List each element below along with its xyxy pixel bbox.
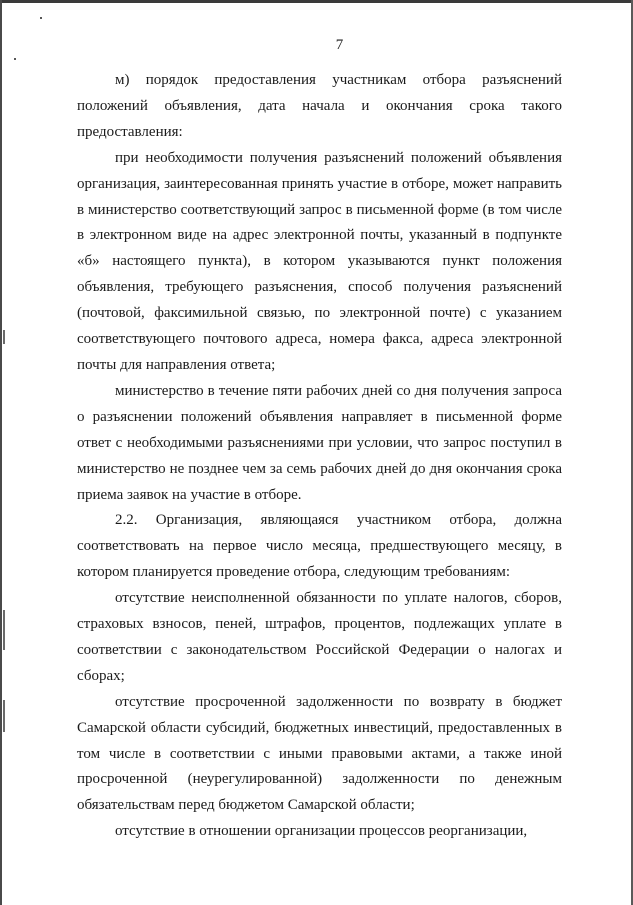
- scan-margin-mark: [3, 610, 5, 650]
- paragraph-no-reorganization: отсутствие в отношении организации процессов реорганизации,: [115, 823, 528, 840]
- document-body: [77, 68, 562, 845]
- page-number: 7: [335, 37, 344, 53]
- scan-border-top: [0, 0, 633, 3]
- paragraph-ministry-response: министерство в течение пяти рабочих дней со дня получения запроса о разъяснении положений объявления направляет в письменной форме ответ с необходимыми разъяснениями при условии, что запрос поступил в министерство не позднее чем за семь рабочих дней до дня окончания срока приема заявок на участие в отборе.: [77, 382, 562, 503]
- paragraph-item-m: м) порядок предоставления участникам отбора разъяснений положений объявления, дата начала и окончания срока такого предоставления:: [77, 72, 562, 140]
- scan-margin-mark: [3, 330, 5, 344]
- paragraph-no-overdue-debt: отсутствие просроченной задолженности по возврату в бюджет Самарской области субсидий, бюджетных инвестиций, предоставленных в том числе в соответствии с иными правовыми актами, а также иной просроченной (неурегулированной) задолженности по денежным обязательствам перед бюджетом Самарской области;: [77, 693, 562, 814]
- paragraph-section-2-2: 2.2. Организация, являющаяся участником отбора, должна соответствовать на первое число месяца, предшествующего месяцу, в котором планируется проведение отбора, следующим требованиям:: [77, 512, 562, 581]
- scan-speck: [40, 17, 42, 19]
- scan-border-left: [0, 0, 2, 905]
- paragraph-clarification-request: при необходимости получения разъяснений положений объявления организация, заинтересованная принять участие в отборе, может направить в министерство соответствующий запрос в письменной форме (в том числе в электронном виде на адрес электронной почты, указанный в подпункте «б» настоящего пункта), в котором указываются пункт положения объявления, требующего разъяснения, способ получения разъяснений (почтовой, факсимильной связью, по электронной почте) с указанием соответствующего почтового адреса, номера факса, адреса электронной почты для направления ответа;: [77, 149, 562, 373]
- paragraph-no-tax-debt: отсутствие неисполненной обязанности по уплате налогов, сборов, страховых взносов, пеней, штрафов, процентов, подлежащих уплате в соответствии с законодательством Российской Федерации о налогах и сборах;: [77, 590, 562, 684]
- scan-speck: [14, 58, 16, 60]
- scan-margin-mark: [3, 700, 5, 732]
